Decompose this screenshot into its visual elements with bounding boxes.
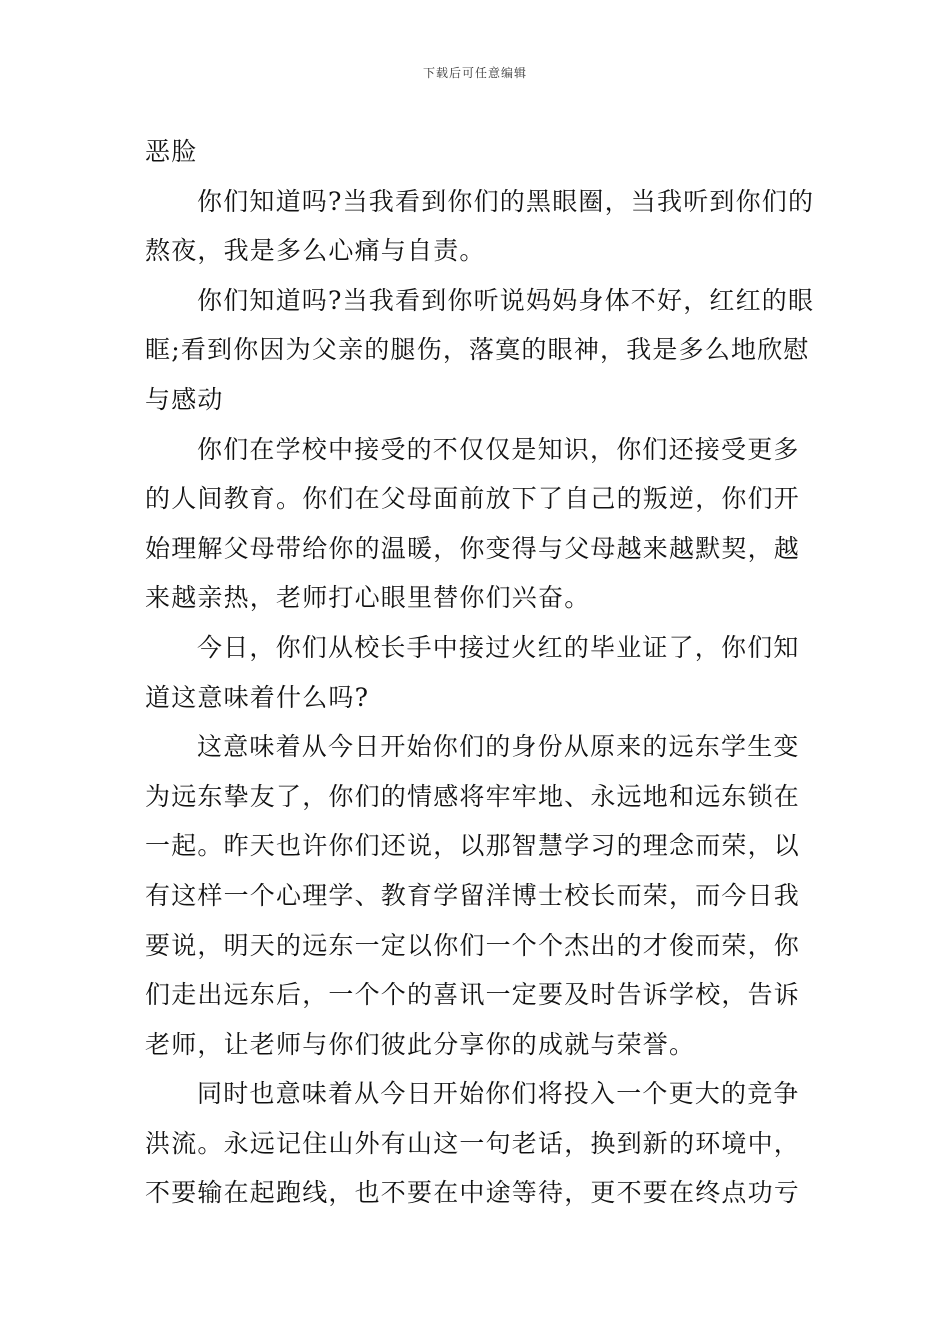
text-line: 你们在学校中接受的不仅仅是知识，你们还接受更多 [197, 434, 800, 464]
text-line: 同时也意味着从今日开始你们将投入一个更大的竞争 [197, 1079, 800, 1109]
text-line: 道这意味着什么吗? [145, 682, 370, 712]
document-body [145, 127, 815, 1218]
text-line: 今日，你们从校长手中接过火红的毕业证了，你们知 [197, 632, 800, 662]
text-line: 老师，让老师与你们彼此分享你的成就与荣誉。 [145, 1029, 696, 1059]
text-line: 不要输在起跑线，也不要在中途等待，更不要在终点功亏 [145, 1178, 801, 1208]
text-line: 恶脸 [145, 137, 198, 166]
text-line: 的人间教育。你们在父母面前放下了自己的叛逆，你们开 [145, 484, 801, 514]
text-line: 要说，明天的远东一定以你们一个个杰出的才俊而荣，你 [145, 930, 801, 960]
page-header: 下载后可任意编辑 [422, 66, 527, 80]
text-line: 与感动 [145, 384, 224, 414]
text-line: 这意味着从今日开始你们的身份从原来的远东学生变 [197, 732, 800, 762]
text-line: 你们知道吗?当我看到你们的黑眼圈，当我听到你们的 [197, 186, 815, 216]
text-line: 你们知道吗?当我看到你听说妈妈身体不好，红红的眼 [197, 285, 815, 315]
text-line: 为远东挚友了，你们的情感将牢牢地、永远地和远东锁在 [145, 781, 801, 811]
text-line: 有这样一个心理学、教育学留洋博士校长而荣，而今日我 [145, 880, 801, 910]
text-line: 一起。昨天也许你们还说，以那智慧学习的理念而荣，以 [145, 831, 801, 861]
text-line: 洪流。永远记住山外有山这一句老话，换到新的环境中， [145, 1128, 801, 1158]
text-line: 来越亲热，老师打心眼里替你们兴奋。 [145, 583, 591, 613]
text-line: 们走出远东后，一个个的喜讯一定要及时告诉学校，告诉 [145, 980, 801, 1010]
text-line: 眶;看到你因为父亲的腿伤，落寞的眼神，我是多么地欣慰 [145, 335, 810, 365]
text-line: 熬夜，我是多么心痛与自责。 [145, 236, 486, 266]
text-line: 始理解父母带给你的温暖，你变得与父母越来越默契，越 [145, 533, 801, 563]
